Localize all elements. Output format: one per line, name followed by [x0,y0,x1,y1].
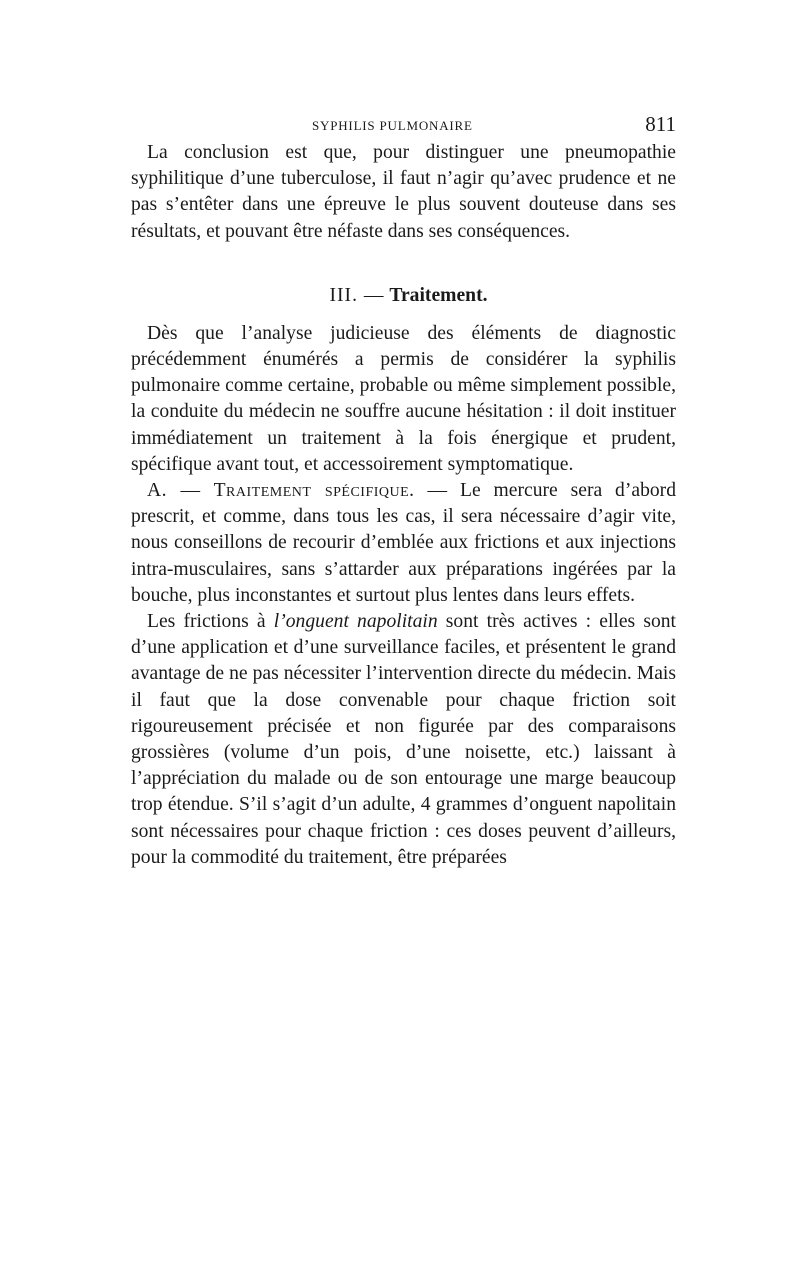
section-title: Traitement. [389,284,488,306]
running-head [131,112,676,140]
paragraph-text-rest: sont très actives : elles sont d’une application et d’une surveillance faciles, et présentent le grand avantage de ne pas nécessiter l’intervention directe du médecin. Mais il faut que la dose convenable pour chaque friction soit rigoureusement précisée et non figurée par des comparaisons grossières (volume d’un pois, d’une noisette, etc.) laissant à l’appréciation du malade ou de son entourage une marge beaucoup trop étendue. S’il s’agit d’un adulte, 4 grammes d’onguent napolitain sont nécessaires pour chaque friction : ces doses peuvent d’ailleurs, pour la commodité du traitement, être préparées [131,611,676,868]
paragraph-frictions [131,609,676,871]
paragraph-specific-treatment [131,478,676,609]
book-page [131,112,676,871]
section-heading [131,285,676,307]
italic-term: l’onguent napolitain [273,611,438,633]
running-title: SYPHILIS PULMONAIRE [312,118,473,133]
subsection-label: A. — Traitement spécifique. [147,480,415,502]
page-number: 811 [645,112,676,136]
paragraph-text: — Le mercure sera d’abord prescrit, et comme, dans tous les cas, il sera nécessaire d’agir vite, nous conseillons de recourir d’emblée aux frictions et aux injections intra-musculaires, sans s’attarder aux préparations ingérées par la bouche, plus inconstantes et surtout plus lentes dans leurs effets. [131,480,676,606]
paragraph-conclusion: La conclusion est que, pour distinguer une pneumopathie syphilitique d’une tuberculose, il faut n’agir qu’avec prudence et ne pas s’entêter dans une épreuve le plus souvent douteuse dans ses résultats, et pouvant être néfaste dans ses conséquences. [131,142,676,242]
paragraph-text-start: Les frictions à [147,611,274,633]
paragraph-diagnosis: Dès que l’analyse judicieuse des éléments de diagnostic précédemment énumérés a permis de considérer la syphilis pulmonaire comme certaine, probable ou même simplement possible, la conduite du médecin ne souffre aucune hésitation : il doit instituer immédiatement un traitement à la fois énergique et prudent, spécifique avant tout, et accessoirement symptomatique. [131,322,676,475]
section-number: III. — [329,284,385,306]
